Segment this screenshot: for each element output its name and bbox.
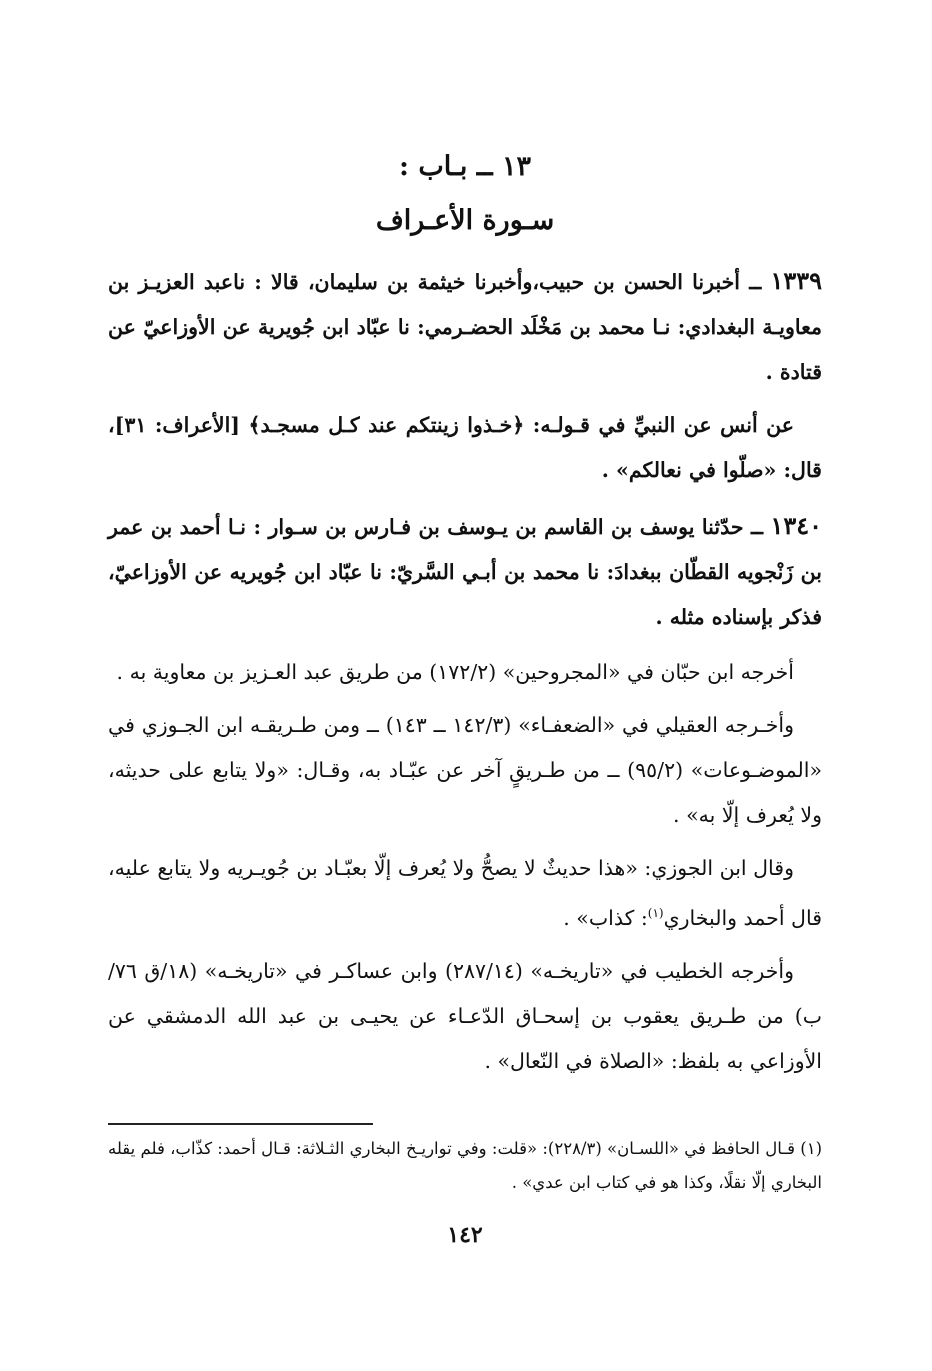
surah-title: سـورة الأعـراف — [375, 205, 555, 236]
footnote-1: (١) قـال الحافظ في «اللسـان» (٢٢٨/٣): «قلت: وفي تواريـخ البخاري الثـلاثة: قـال أحمد: كذّاب، فلم يقله البخاري إلّا نقلًا، وكذا هو في كتاب ابن عدي» . — [108, 1139, 822, 1192]
hadith-1339 — [108, 258, 822, 493]
page-number: ١٤٢ — [447, 1222, 483, 1248]
takhrij-commentary — [108, 650, 822, 1084]
hadith-isnad: ــ أخبرنا الحسن بن حبيب،وأخبرنا خيثمة بن سليمان، قالا : ناعبد العزيـز بن معاويـة البغدادي: نـا محمد بن مَخْلَد الحضـرمي: نا عبّاد ابن جُويرية عن الأوزاعيّ عن قتادة . — [108, 270, 822, 384]
hadith-1340-text — [108, 503, 822, 640]
footnotes — [108, 1132, 822, 1200]
hadith-1340 — [108, 503, 822, 640]
book-page — [108, 140, 822, 1331]
commentary-paragraph: وأخـرجه العقيلي في «الضعفـاء» (١٤٢/٣ ــ ١٤٣) ــ ومن طـريقـه ابن الجـوزي في «الموضـوعات» (٩٥/٢) ــ من طـريقٍ آخر عن عبّـاد به، وقـال: «ولا يتابع على حديثه، ولا يُعرف إلّا به» . — [108, 713, 823, 827]
hadith-isnad: ــ حدّثنا يوسف بن القاسم بن يـوسف بن فـارس بن سـوار : نـا أحمد بن عمر بن زَنْجويه القطّان ببغدادَ: نا محمد بن أبـي السَّريّ: نا عبّاد ابن جُويريه عن الأوزاعيّ، فذكر بإسناده مثله . — [108, 515, 822, 629]
commentary-paragraph — [108, 846, 822, 941]
commentary-text: وقال ابن الجوزي: «هذا حديثٌ لا يصحُّ ولا يُعرف إلّا بعبّـاد بن جُويـريه ولا يتابع عليه، قال أحمد والبخاري — [108, 856, 822, 930]
commentary-paragraph: أخرجه ابن حبّان في «المجروحين» (١٧٢/٢) من طريق عبد العـزيز بن معاوية به . — [116, 660, 794, 684]
hadith-number: ١٣٣٩ — [770, 266, 823, 295]
chapter-title: ١٣ ــ بـاب : — [398, 151, 532, 182]
hadith-number: ١٣٤٠ — [770, 511, 822, 540]
commentary-paragraph: وأخرجه الخطيب في «تاريخـه» (٢٨٧/١٤) وابن عساكـر في «تاريخـه» (١٨/ق ٧٦/ب) من طـريق يعقوب بن إسحـاق الدّعـاء عن يحيـى بن عبد الله الدمشقي عن الأوزاعي به بلفظ: «الصلاة في النّعال» . — [108, 958, 822, 1073]
footnote-marker: (١) — [647, 906, 664, 920]
section-heading — [108, 140, 822, 248]
hadith-1339-matn: عن أنس عن النبيِّ في قـولـه: ﴿خـذوا زينتكم عند كـل مسجـد﴾ [الأعراف: ٣١]، قال: «صلّوا في نعالكم» . — [108, 413, 822, 482]
footnote-divider — [108, 1123, 373, 1125]
commentary-text: : كذاب» . — [563, 905, 648, 930]
hadith-1339-text — [108, 258, 822, 395]
